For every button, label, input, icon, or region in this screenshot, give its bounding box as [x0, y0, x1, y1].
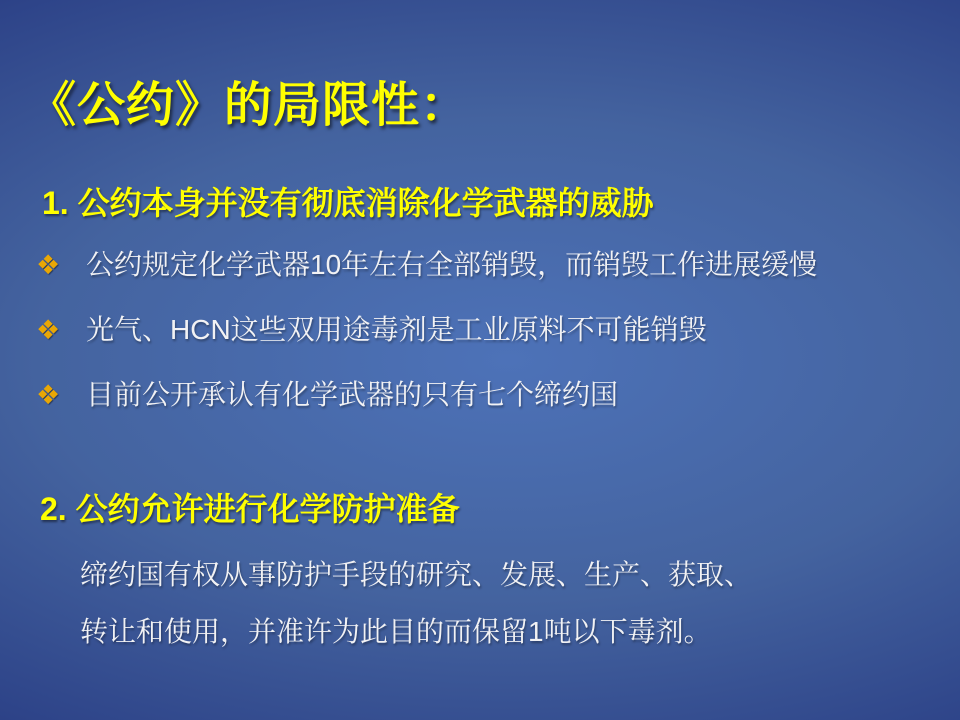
bullet-text: 光气、HCN这些双用途毒剂是工业原料不可能销毁 [86, 314, 707, 345]
section-2-body [80, 546, 940, 660]
body-text-line: 缔约国有权从事防护手段的研究、发展、生产、获取、 [80, 559, 753, 590]
list-item [36, 376, 936, 441]
bullet-text: 目前公开承认有化学武器的只有七个缔约国 [86, 379, 619, 410]
section-1-bullet-list [36, 246, 936, 441]
diamond-bullet-icon: ❖ [36, 380, 61, 410]
list-item [36, 311, 936, 376]
list-item [36, 246, 936, 311]
bullet-text: 公约规定化学武器10年左右全部销毁，而销毁工作进展缓慢 [86, 249, 818, 280]
slide-title: 《公约》的局限性： [28, 79, 470, 132]
body-text-line: 转让和使用，并准许为此目的而保留1吨以下毒剂。 [80, 616, 712, 647]
section-1-heading: 1. 公约本身并没有彻底消除化学武器的威胁 [42, 185, 654, 221]
section-2-heading: 2. 公约允许进行化学防护准备 [40, 491, 460, 527]
diamond-bullet-icon: ❖ [36, 250, 61, 280]
diamond-bullet-icon: ❖ [36, 315, 61, 345]
